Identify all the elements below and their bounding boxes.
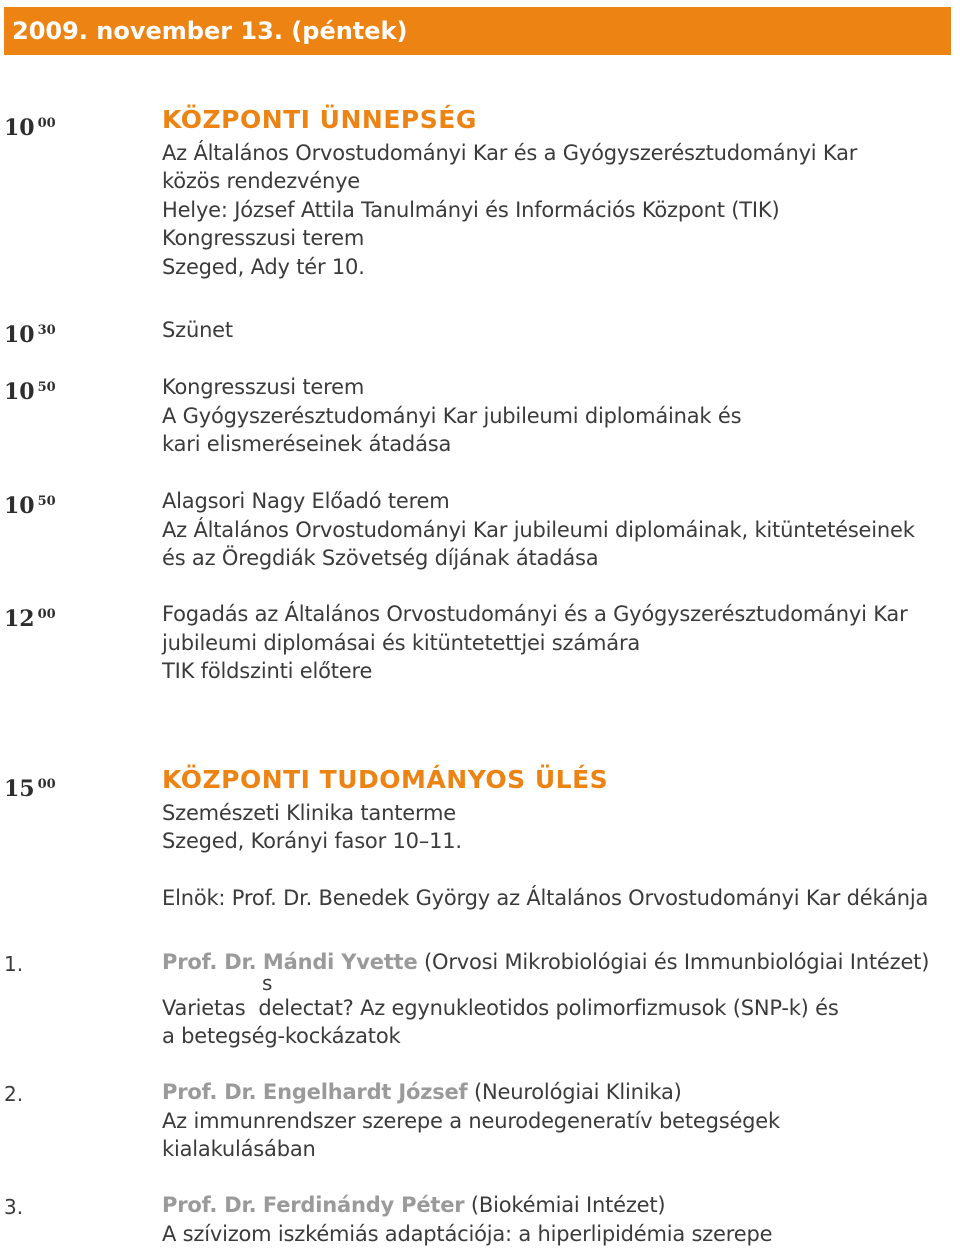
talk-title-line: Az immunrendszer szerepe a neurodegeneratív betegségek [162, 1108, 780, 1133]
talk-speaker-line [162, 1191, 954, 1220]
time-minute: 00 [37, 777, 56, 792]
talk-item [162, 1191, 954, 1248]
speaker-name: Mándi Yvette [262, 950, 418, 974]
schedule-item [162, 600, 954, 686]
speaker-name: Engelhardt József [262, 1080, 468, 1104]
detail-line: TIK földszinti előtere [162, 659, 373, 683]
schedule-item [162, 316, 954, 345]
talk-number: 3. [4, 1195, 24, 1219]
time-label [4, 601, 56, 633]
talk-title-line: Varietas delectat? Az egynukleotidos polimorfizmusok (SNP-k) és [162, 995, 839, 1020]
date-header: 2009. november 13. (péntek) [4, 7, 951, 55]
detail-line: Helye: József Attila Tanulmányi és Információs Központ (TIK) [162, 197, 780, 222]
detail-line: Szeged, Ady tér 10. [162, 254, 365, 279]
time-minute: 30 [37, 323, 56, 338]
detail-line: Szemészeti Klinika tanterme [162, 800, 457, 825]
talk-title-line: A szívizom iszkémiás adaptációja: a hiperlipidémia szerepe [162, 1221, 773, 1246]
schedule-item [162, 487, 954, 573]
time-hour: 10 [4, 493, 35, 519]
detail-line: Kongresszusi terem [162, 226, 365, 250]
time-minute: 50 [37, 380, 56, 395]
detail-line: Szünet [162, 318, 233, 342]
detail-line: A Gyógyszerésztudományi Kar jubileumi diplomáinak és [162, 403, 742, 428]
detail-line: Az Általános Orvostudományi Kar jubileumi diplomáinak, kitüntetéseinek [162, 517, 915, 542]
time-hour: 12 [4, 606, 35, 632]
schedule-item [162, 766, 954, 912]
detail-line: Alagsori Nagy Előadó terem [162, 489, 450, 513]
time-label [4, 771, 56, 803]
talk-title-line: a betegség-kockázatok [162, 1024, 401, 1048]
time-minute: 00 [37, 116, 56, 131]
detail-line: közös rendezvénye [162, 169, 361, 193]
chair-line: Elnök: Prof. Dr. Benedek György az Általános Orvostudományi Kar dékánja [162, 885, 929, 910]
time-minute: 00 [37, 607, 56, 622]
section-heading: KÖZPONTI ÜNNEPSÉG [162, 105, 477, 134]
time-label [4, 110, 56, 142]
speaker-title: Prof. Dr. [162, 1193, 257, 1217]
talk-title-line: kialakulásában [162, 1137, 316, 1161]
time-label [4, 317, 56, 349]
time-label [4, 488, 56, 520]
detail-line: Az Általános Orvostudományi Kar és a Gyógyszerésztudományi Kar [162, 140, 858, 165]
stray-character: s [262, 971, 273, 995]
time-label [4, 374, 56, 406]
section-heading: KÖZPONTI TUDOMÁNYOS ÜLÉS [162, 765, 609, 794]
schedule-item [162, 106, 954, 281]
time-hour: 15 [4, 776, 35, 802]
detail-line: Szeged, Korányi fasor 10–11. [162, 829, 462, 853]
detail-line: kari elismeréseinek átadása [162, 432, 452, 456]
time-hour: 10 [4, 115, 35, 141]
detail-line: jubileumi diplomásai és kitüntetettjei számára [162, 630, 641, 655]
time-hour: 10 [4, 379, 35, 405]
time-hour: 10 [4, 322, 35, 348]
speaker-affiliation: (Biokémiai Intézet) [470, 1193, 666, 1217]
talk-number: 2. [4, 1082, 24, 1106]
detail-line: Fogadás az Általános Orvostudományi és a Gyógyszerésztudományi Kar [162, 602, 908, 626]
time-minute: 50 [37, 494, 56, 509]
detail-line: és az Öregdiák Szövetség díjának átadása [162, 546, 599, 570]
talk-number: 1. [4, 952, 24, 976]
talk-item [162, 948, 954, 1051]
speaker-affiliation: (Neurológiai Klinika) [473, 1080, 682, 1104]
speaker-title: Prof. Dr. [162, 1080, 257, 1104]
speaker-name: Ferdinándy Péter [262, 1193, 465, 1217]
detail-line: Kongresszusi terem [162, 375, 365, 399]
schedule-item [162, 373, 954, 459]
talk-speaker-line [162, 1078, 954, 1107]
speaker-title: Prof. Dr. [162, 950, 257, 974]
speaker-affiliation: (Orvosi Mikrobiológiai és Immunbiológiai Intézet) [424, 950, 930, 974]
talk-speaker-line [162, 948, 954, 977]
talk-item [162, 1078, 954, 1164]
